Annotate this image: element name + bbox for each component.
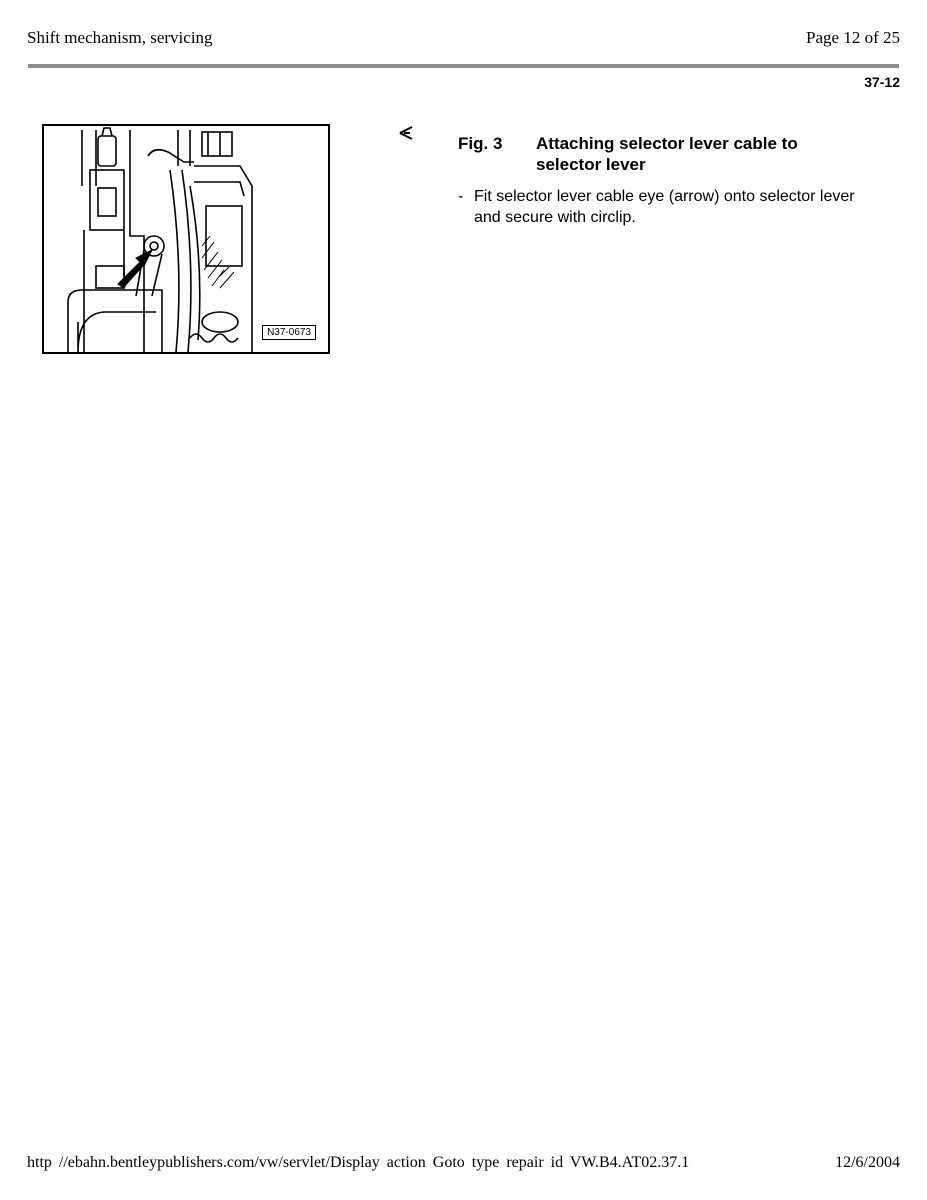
- header-divider: [28, 64, 899, 68]
- figure-pointer-icon: [398, 124, 416, 142]
- section-page-code: 37-12: [864, 74, 900, 90]
- figure-title: Attaching selector lever cable to selector lever: [536, 134, 798, 174]
- figure-illustration: [42, 124, 330, 354]
- page-indicator: Page 12 of 25: [806, 28, 900, 47]
- step-bullet: -: [458, 188, 464, 205]
- figure-number: Fig. 3: [458, 134, 503, 153]
- mechanism-drawing: [44, 126, 328, 352]
- figure-reference-label: N37-0673: [262, 325, 316, 340]
- document-title: Shift mechanism, servicing: [27, 28, 213, 47]
- step-text: Fit selector lever cable eye (arrow) onto selector lever and secure with circlip.: [474, 188, 855, 226]
- source-url[interactable]: http //ebahn.bentleypublishers.com/vw/servlet/Display action Goto type repair id VW.B4.AT02.37.1: [27, 1154, 690, 1171]
- print-date: 12/6/2004: [835, 1154, 900, 1171]
